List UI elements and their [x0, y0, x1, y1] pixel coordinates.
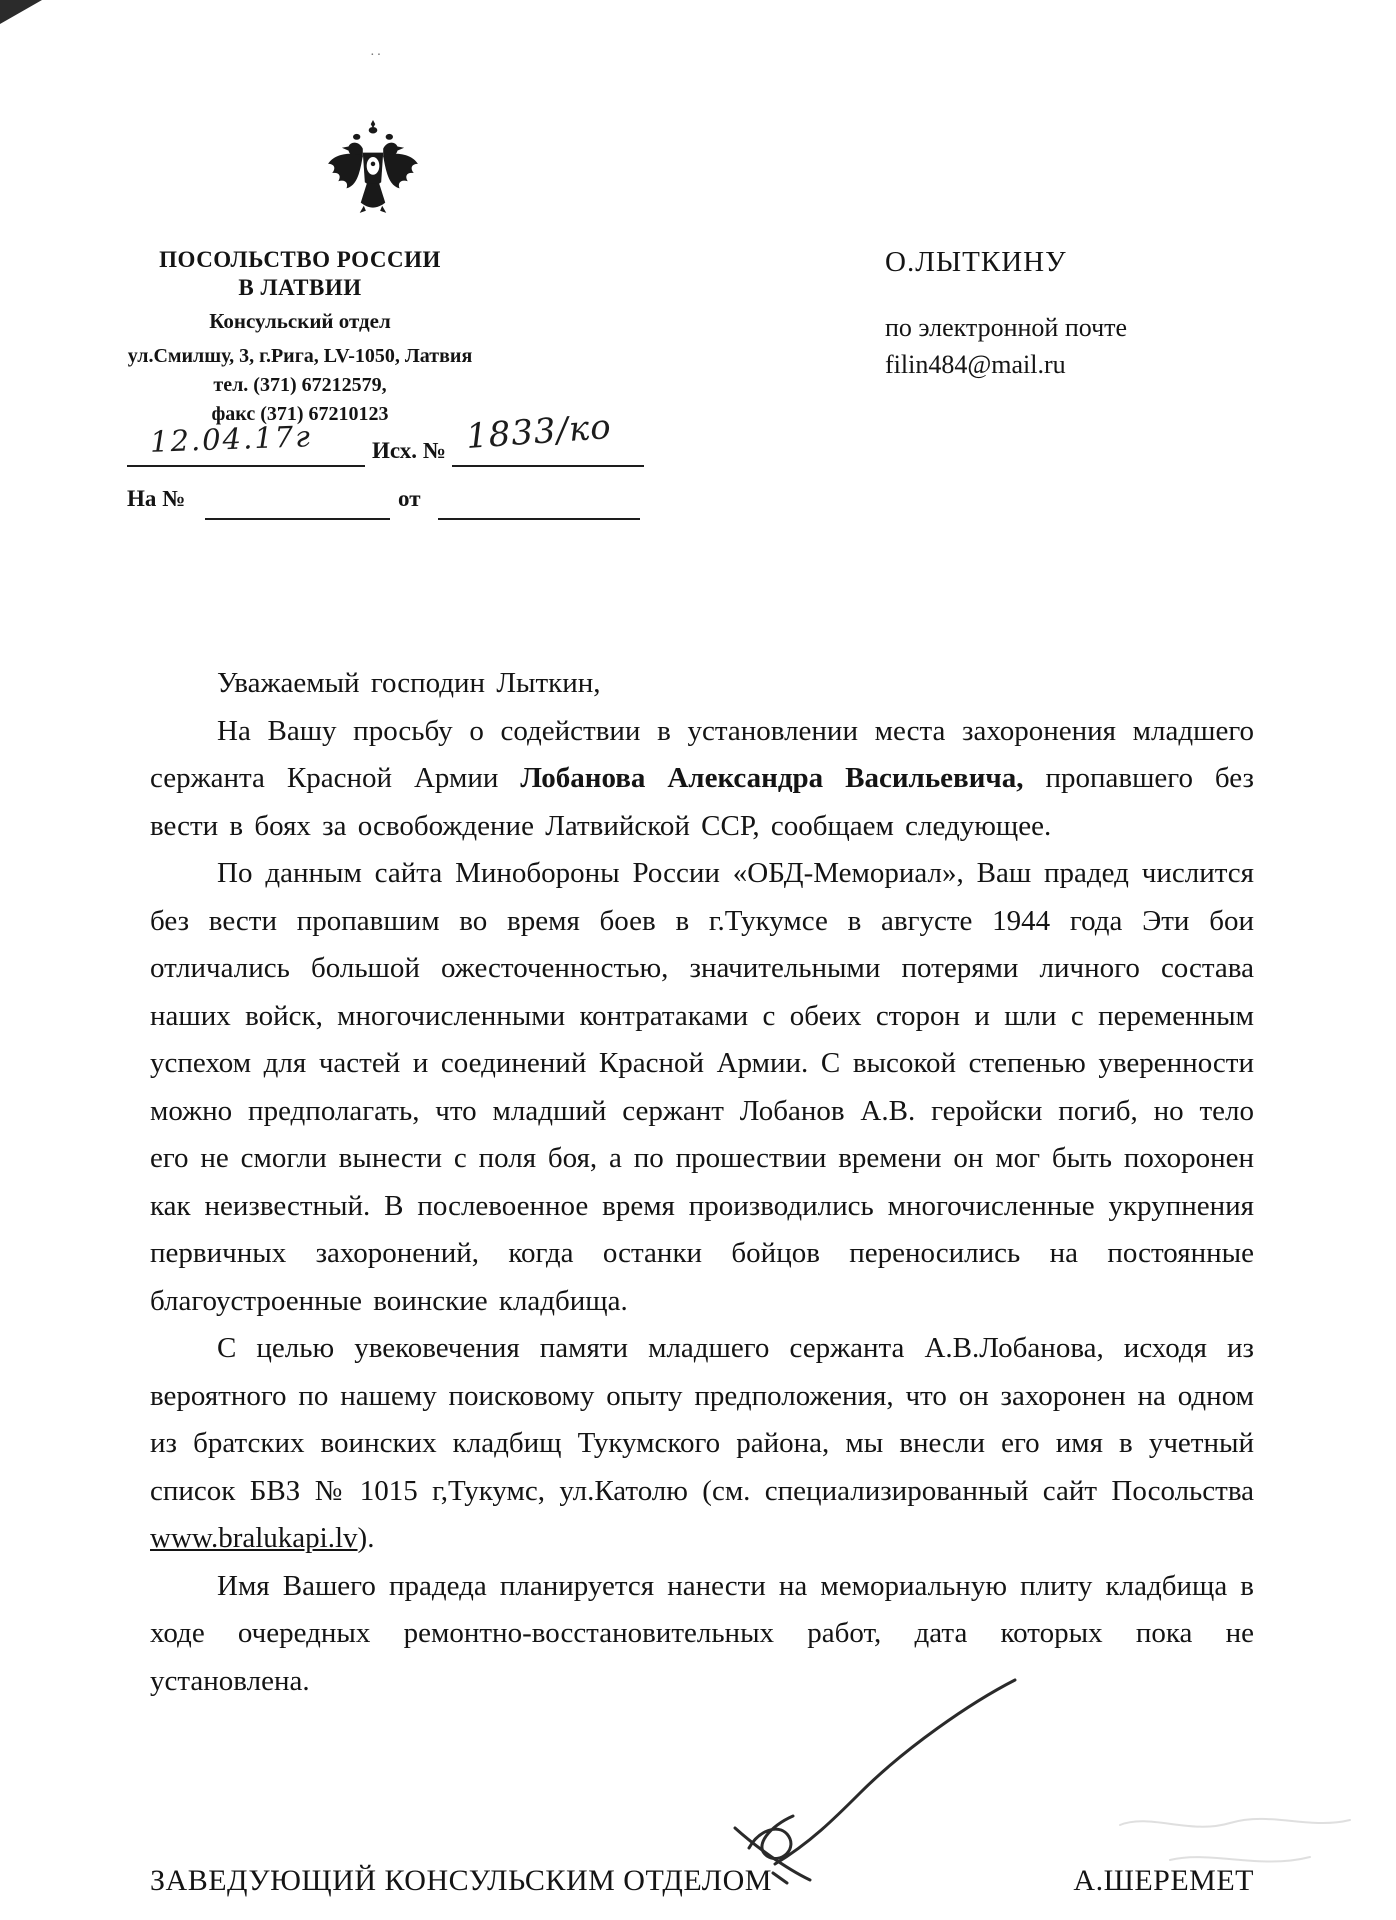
from-date-blank-line [438, 518, 640, 520]
address-line: ул.Смилшу, 3, г.Рига, LV-1050, Латвия [127, 345, 473, 367]
body-paragraph-3 [150, 1325, 1254, 1563]
org-name-line1: ПОСОЛЬСТВО РОССИИ [159, 247, 441, 272]
letter-body [150, 660, 1254, 1705]
soldier-name-bold: Лобанова Александра Васильевича, [520, 762, 1024, 794]
signature-row [150, 1864, 1254, 1898]
paragraph-3-text: С целью увековечения памяти младшего сержанта А.В.Лобанова, исходя из вероятного по нашему поисковому опыту предположения, что он захоронен на одном из братских воинских кладбищ Тукумского района, мы внесли его имя в учетный список БВЗ № 1015 г,Тукумс, ул.Католю (см. специализированный сайт Посольства [150, 1332, 1254, 1507]
signer-name: А.ШЕРЕМЕТ [1073, 1864, 1254, 1897]
date-blank-line [127, 465, 365, 467]
incoming-number-label: На № [127, 486, 186, 511]
phone-line: тел. (371) 67212579, [213, 374, 387, 396]
fax-line: факс (371) 67210123 [211, 403, 389, 425]
handwritten-date: 12.04.17г [149, 419, 313, 459]
scan-corner-artifact [0, 0, 42, 24]
letterhead-org-block [88, 246, 512, 335]
incoming-number-blank-line [205, 518, 390, 520]
russian-coat-of-arms-icon [322, 118, 424, 222]
paragraph-3-text-end: ). [357, 1522, 375, 1554]
body-paragraph-1 [150, 708, 1254, 851]
delivery-method: по электронной почте [885, 313, 1128, 342]
org-name-line2: В ЛАТВИИ [238, 275, 362, 300]
paragraph-1-text-end: пропавшего без вести в боях за освобождение Латвийской ССР, сообщаем следующее. [150, 762, 1254, 842]
handwritten-signature [715, 1668, 1045, 1893]
body-paragraph-2: По данным сайта Минобороны России «ОБД-Мемориал», Ваш прадед числится без вести пропавшим во время боев в г.Тукумсе в августе 1944 года Эти бои отличались большой ожесточенностью, значительными потерями личного состава наших войск, многочисленными контратаками с обеих сторон и шли с переменным успехом для частей и соединений Красной Армии. С высокой степенью уверенности можно предполагать, что младший сержант Лобанов А.В. геройски погиб, но тело его не смогли вынести с поля боя, а по прошествии времени он мог быть похоронен как неизвестный. В послевоенное время производились многочисленные укрупнения первичных захоронений, когда останки бойцов переносились на постоянные благоустроенные воинские кладбища. [150, 857, 1254, 1317]
embassy-site-url: www.bralukapi.lv [150, 1522, 358, 1554]
outgoing-number-blank-line [452, 465, 644, 467]
outgoing-number-label: Исх. № [372, 438, 446, 463]
recipient-name: О.ЛЫТКИНУ [885, 246, 1067, 278]
scan-dot-artifact: ·· [370, 48, 384, 63]
signer-position-title: ЗАВЕДУЮЩИЙ КОНСУЛЬСКИМ ОТДЕЛОМ [150, 1864, 772, 1897]
body-paragraph-4: Имя Вашего прадеда планируется нанести на мемориальную плиту кладбища в ходе очередных ремонтно-восстановительных работ, дата которых пока не установлена. [150, 1569, 1254, 1697]
from-date-label: от [398, 486, 421, 511]
recipient-email: filin484@mail.ru [885, 350, 1066, 379]
recipient-block [885, 246, 1127, 383]
salutation: Уважаемый господин Лыткин, [217, 667, 601, 699]
letterhead-address-block [88, 342, 512, 429]
org-department: Консульский отдел [209, 309, 391, 333]
paragraph-1-text: На Вашу просьбу о содействии в установлении места захоронения младшего сержанта Красной Армии [150, 714, 1254, 794]
handwritten-outgoing-number: 1833/ко [464, 406, 613, 458]
